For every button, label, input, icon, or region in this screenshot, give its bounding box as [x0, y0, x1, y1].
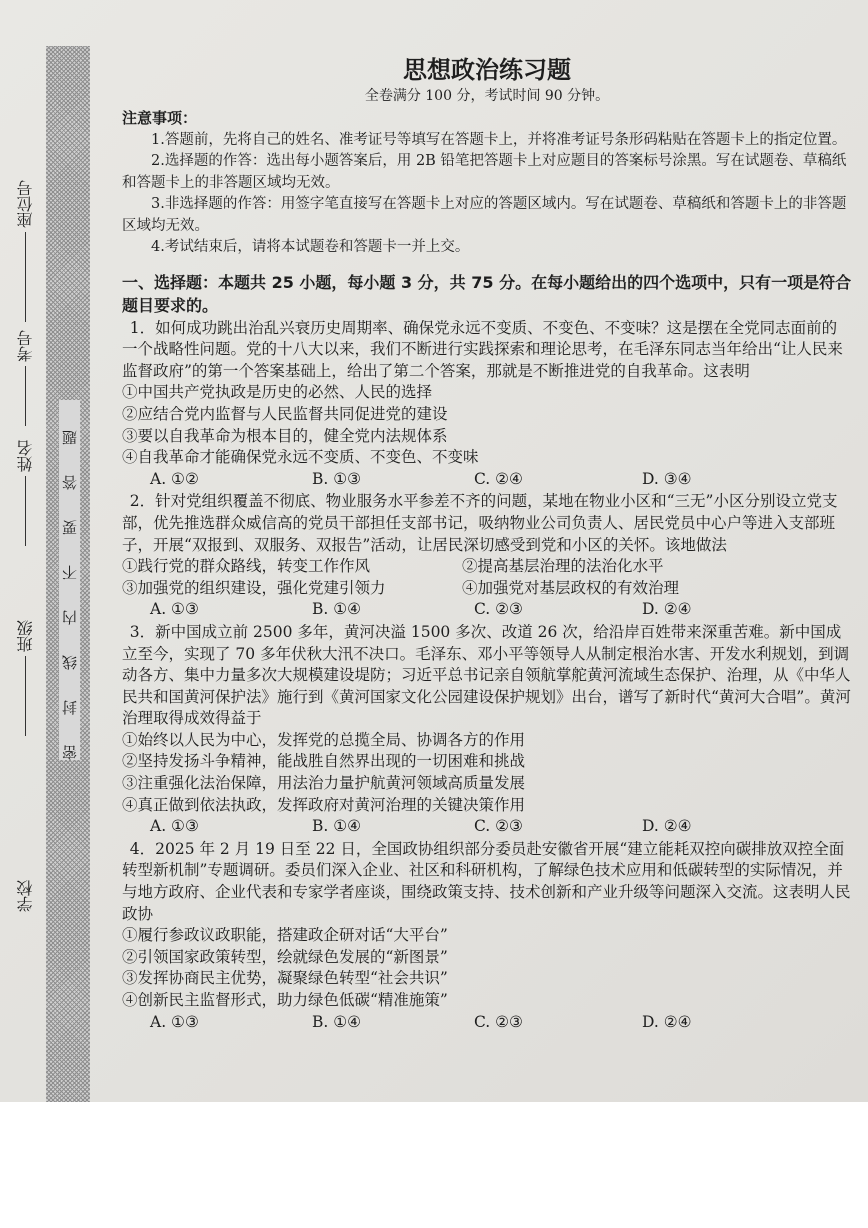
exam-paper	[122, 54, 852, 1033]
choice-c: C. ②③	[474, 817, 523, 836]
name-label: 姓名	[16, 440, 35, 472]
seat-number-underline	[25, 232, 26, 322]
statement-option: ④加强党对基层政权的有效治理	[462, 578, 680, 597]
notice-item: 3.非选择题的作答：用签字笔直接写在答题卡上对应的答题区域内。写在试题卷、草稿纸和答题卡上的非答题区域均无效。	[122, 196, 847, 234]
exam-number-underline	[25, 366, 26, 426]
statement-option: ①践行党的群众路线，转变工作作风	[122, 557, 371, 576]
choice-a: A. ①③	[150, 1012, 199, 1031]
choice-b: B. ①④	[312, 817, 362, 836]
name-underline	[25, 476, 26, 546]
choice-d: D. ③④	[642, 469, 692, 488]
statement-options	[122, 556, 852, 599]
school-label: 学校	[16, 880, 35, 912]
choice-b: B. ①④	[312, 1012, 362, 1031]
question-stem: 2．针对党组织覆盖不彻底、物业服务水平参差不齐的问题，某地在物业小区和“三无”小区分别设立党支部，优先推选群众威信高的党员干部担任支部书记，吸纳物业公司负责人、居民党员中心户等进入支部班子，开展“双报到、双服务、双报告”活动，让居民深切感受到党和小区的关怀。该地做法	[122, 492, 838, 554]
statement-option: ④创新民主监督形式，助力绿色低碳“精准施策”	[122, 991, 448, 1009]
exam-subtitle: 全卷满分 100 分，考试时间 90 分钟。	[364, 88, 610, 104]
choice-b: B. ①③	[312, 469, 362, 488]
exam-title: 思想政治练习题	[403, 56, 571, 84]
name-field	[14, 440, 37, 546]
question-stem: 1．如何成功跳出治乱兴衰历史周期率、确保党永远不变质、不变色、不变味？这是摆在全党同志面前的一个战略性问题。党的十八大以来，我们不断进行实践探索和理论思考，在毛泽东同志当年给出“让人民来监督政府”的第一个答案基础上，给出了第二个答案，那就是不断推进党的自我革命。这表明	[122, 318, 843, 380]
choice-c: C. ②④	[474, 469, 523, 488]
statement-option: ③注重强化法治保障，用法治力量护航黄河领域高质量发展	[122, 774, 526, 793]
notice-item: 1.答题前，先将自己的姓名、准考证号等填写在答题卡上，并将准考证号条形码粘贴在答题卡上的指定位置。	[151, 131, 847, 148]
statement-option: ③加强党的组织建设，强化党建引领力	[122, 578, 386, 597]
choice-a: A. ①③	[150, 817, 199, 836]
question-2	[122, 491, 852, 621]
statement-option: ①履行参政议政职能，搭建政企研对话“大平台”	[122, 926, 448, 945]
question-stem: 3．新中国成立前 2500 多年，黄河决溢 1500 多次、改道 26 次，给沿岸百姓带来深重苦难。新中国成立至今，实现了 70 多年伏秋大汛不决口。毛泽东、邓小平等领导人从制定根治水害、开发水利规划，到调动各方、集中力量多次大规模建设堤防；习近平总书记亲自领航掌舵黄河流域生态保护、治理，从《中华人民共和国黄河保护法》施行到《黄河国家文化公园建设保护规划》出台，谱写了新时代“黄河大合唱”。黄河治理取得成效得益于	[122, 622, 851, 728]
notice-heading: 注意事项：	[122, 109, 198, 127]
choice-c: C. ②③	[474, 1012, 523, 1031]
class-label: 班级	[16, 620, 35, 652]
answer-choices	[122, 599, 852, 621]
notice-item: 2.选择题的作答：选出每小题答案后，用 2B 铅笔把答题卡上对应题目的答案标号涂黑。写在试题卷、草稿纸和答题卡上的非答题区域均无效。	[122, 153, 847, 191]
statement-option: ①中国共产党执政是历史的必然、人民的选择	[122, 383, 433, 402]
notice-block	[122, 108, 852, 259]
statement-option: ②坚持发扬斗争精神，能战胜自然界出现的一切困难和挑战	[122, 752, 526, 771]
question-stem: 4．2025 年 2 月 19 日至 22 日，全国政协组织部分委员赴安徽省开展“建立能耗双控向碳排放双控全面转型新机制”专题调研。委员们深入企业、社区和科研机构，了解绿色技术应用和低碳转型的实际情况，并与地方政府、企业代表和专家学者座谈，围绕政策支持、技术创新和产业升级等问题深入交流。这表明人民政协	[122, 839, 851, 923]
statement-option: ②引领国家政策转型，绘就绿色发展的“新图景”	[122, 947, 448, 966]
answer-choices	[122, 469, 852, 491]
class-underline	[25, 656, 26, 736]
notice-item: 4.考试结束后，请将本试题卷和答题卡一并上交。	[151, 239, 470, 256]
statement-option: ②提高基层治理的法治化水平	[462, 557, 664, 576]
choice-d: D. ②④	[642, 1012, 692, 1031]
choice-c: C. ②③	[474, 600, 523, 619]
class-field	[14, 620, 37, 736]
exam-number-field	[14, 330, 37, 426]
choice-d: D. ②④	[642, 600, 692, 619]
choice-a: A. ①②	[150, 469, 199, 488]
seat-number-label: 座位号	[16, 180, 35, 228]
question-3	[122, 622, 852, 838]
question-4	[122, 839, 852, 1033]
seat-number-field	[14, 180, 37, 322]
choice-d: D. ②④	[642, 817, 692, 836]
statement-option: ④真正做到依法执政，发挥政府对黄河治理的关键决策作用	[122, 795, 526, 814]
section-heading: 一、选择题：本题共 25 小题，每小题 3 分，共 75 分。在每小题给出的四个选项中，只有一项是符合题目要求的。	[122, 272, 852, 315]
statement-option: ③发挥协商民主优势，凝聚绿色转型“社会共识”	[122, 969, 448, 988]
seal-notice	[56, 330, 82, 830]
statement-option: ①始终以人民为中心，发挥党的总揽全局、协调各方的作用	[122, 730, 526, 749]
statement-option: ③要以自我革命为根本目的，健全党内法规体系	[122, 426, 448, 445]
choice-b: B. ①④	[312, 600, 362, 619]
choice-a: A. ①③	[150, 600, 199, 619]
question-1	[122, 318, 852, 491]
school-field	[14, 880, 37, 912]
statement-option: ②应结合党内监督与人民监督共同促进党的建设	[122, 404, 448, 423]
seal-text: 密封线内不要答题	[60, 400, 79, 760]
statement-option: ④自我革命才能确保党永远不变质、不变色、不变味	[122, 448, 479, 467]
exam-number-label: 考号	[16, 330, 35, 362]
answer-choices	[122, 1012, 852, 1034]
answer-choices	[122, 816, 852, 838]
